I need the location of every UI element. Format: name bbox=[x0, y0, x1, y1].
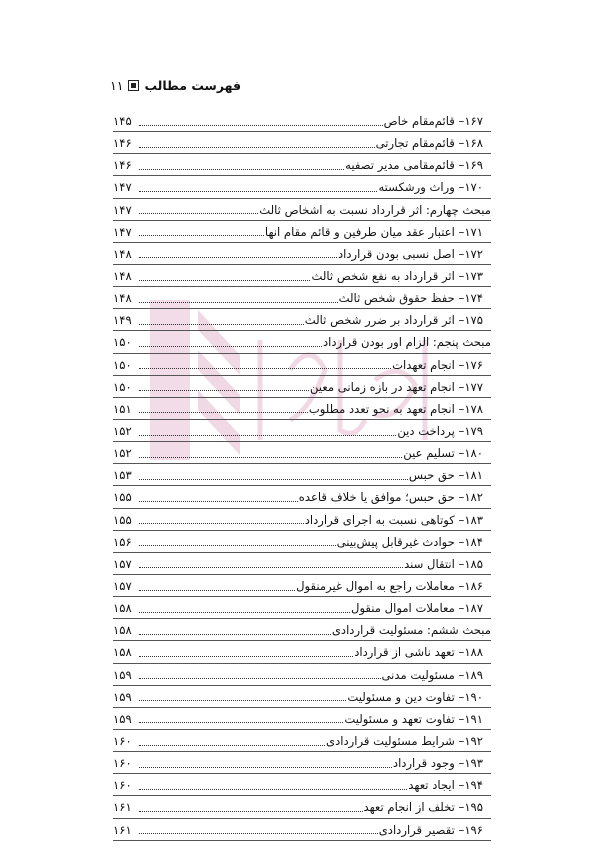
dot-leader bbox=[139, 324, 304, 325]
toc-entry[interactable] bbox=[113, 265, 491, 287]
toc-entry-title: ۱۹۲– شرایط مسئولیت قراردادی bbox=[326, 734, 483, 748]
dot-leader bbox=[139, 678, 381, 679]
dot-leader bbox=[139, 634, 331, 635]
toc-entry-page: ۱۵۸ bbox=[113, 601, 132, 616]
toc-entry-page: ۱۵۰ bbox=[113, 335, 132, 350]
dot-leader bbox=[139, 213, 258, 214]
toc-entry-title: ۱۷۹– پرداخت دین bbox=[397, 424, 483, 439]
toc-entry[interactable] bbox=[113, 641, 491, 663]
toc-entry-page: ۱۶۱ bbox=[113, 800, 132, 815]
toc-entry[interactable] bbox=[113, 376, 491, 398]
toc-entry-page: ۱۴۹ bbox=[113, 313, 132, 328]
toc-entry-page: ۱۴۸ bbox=[113, 246, 132, 261]
dot-leader bbox=[139, 191, 377, 192]
dot-leader bbox=[139, 257, 337, 258]
dot-leader bbox=[139, 479, 408, 480]
square-ornament-icon bbox=[128, 80, 139, 91]
toc-entry-page: ۱۵۵ bbox=[113, 490, 132, 505]
toc-entry[interactable] bbox=[113, 154, 491, 176]
toc-entry[interactable] bbox=[113, 221, 491, 243]
toc-entry-title: ۱۸۶– معاملات راجع به اموال غیرمنقول bbox=[296, 579, 483, 594]
dot-leader bbox=[139, 590, 295, 591]
toc-section-heading[interactable] bbox=[113, 619, 491, 641]
toc-entry-page: ۱۵۸ bbox=[113, 623, 132, 638]
dot-leader bbox=[139, 545, 336, 546]
toc-entry[interactable] bbox=[113, 287, 491, 309]
toc-entry-page: ۱۵۲ bbox=[113, 424, 132, 439]
toc-entry[interactable] bbox=[113, 531, 491, 553]
toc-entry-title: ۱۹۴– ایجاد تعهد bbox=[408, 778, 483, 793]
toc-entry[interactable] bbox=[113, 509, 491, 531]
toc-entry-page: ۱۵۵ bbox=[113, 512, 132, 527]
toc-entry-page: ۱۶۰ bbox=[113, 756, 132, 771]
toc-entry-page: ۱۴۸ bbox=[113, 291, 132, 306]
dot-leader bbox=[139, 811, 363, 812]
toc-entry-title: ۱۸۰– تسلیم عین bbox=[403, 446, 483, 461]
toc-entry[interactable] bbox=[113, 664, 491, 686]
toc-entry-title: ۱۷۰– وراث ورشکسته bbox=[378, 180, 483, 195]
toc-entry-page: ۱۴۶ bbox=[113, 136, 132, 151]
toc-entry-title: ۱۸۸– تعهد ناشی از قرارداد bbox=[354, 645, 483, 660]
toc-entry[interactable] bbox=[113, 132, 491, 154]
toc-entry-page: ۱۵۲ bbox=[113, 446, 132, 461]
toc-entry-page: ۱۵۷ bbox=[113, 579, 132, 594]
toc-entry-page: ۱۴۵ bbox=[113, 114, 132, 129]
toc-entry[interactable] bbox=[113, 774, 491, 796]
toc-entry[interactable] bbox=[113, 796, 491, 818]
toc-entry-title: ۱۹۰– تفاوت دین و مسئولیت bbox=[347, 689, 483, 704]
toc-entry-page: ۱۵۹ bbox=[113, 667, 132, 682]
toc-entry-title: ۱۷۸– انجام تعهد به نحو تعدد مطلوب bbox=[308, 401, 483, 416]
toc-entry[interactable] bbox=[113, 243, 491, 265]
header-page-number: ۱۱ bbox=[110, 78, 124, 93]
toc-entry-page: ۱۵۳ bbox=[113, 468, 132, 483]
toc-entry[interactable] bbox=[113, 398, 491, 420]
toc-entry[interactable] bbox=[113, 442, 491, 464]
toc-entry[interactable] bbox=[113, 708, 491, 730]
dot-leader bbox=[139, 412, 308, 413]
dot-leader bbox=[139, 302, 338, 303]
toc-entry-page: ۱۵۹ bbox=[113, 711, 132, 726]
toc-entry[interactable] bbox=[113, 309, 491, 331]
toc-entry-title: ۱۶۸– قائم‌مقام تجارتی bbox=[375, 136, 483, 151]
toc-entry-page: ۱۵۰ bbox=[113, 357, 132, 372]
toc-entry-title: مبحث پنجم: الزام اور بودن قرارداد bbox=[322, 335, 491, 350]
toc-entry-title: ۱۷۷– انجام تعهد در بازه زمانی معین bbox=[309, 379, 483, 394]
dot-leader bbox=[139, 169, 344, 170]
toc-entry[interactable] bbox=[113, 752, 491, 774]
toc-entry-page: ۱۴۷ bbox=[113, 202, 132, 217]
dot-leader bbox=[139, 235, 264, 236]
toc-entry[interactable] bbox=[113, 176, 491, 198]
toc-entry[interactable] bbox=[113, 819, 491, 841]
toc-entry-title: ۱۹۶– تقصیر قراردادی bbox=[378, 822, 483, 837]
toc-entry-title: ۱۸۳– کوتاهی نسبت به اجرای قرارداد bbox=[304, 512, 483, 527]
dot-leader bbox=[139, 435, 396, 436]
dot-leader bbox=[139, 501, 298, 502]
dot-leader bbox=[139, 700, 346, 701]
dot-leader bbox=[139, 656, 353, 657]
toc-entry-page: ۱۵۹ bbox=[113, 689, 132, 704]
toc-entry[interactable] bbox=[113, 486, 491, 508]
toc-entry-page: ۱۵۰ bbox=[113, 379, 132, 394]
header-title: فهرست مطالب bbox=[144, 78, 242, 93]
toc-entry-title: مبحث ششم: مسئولیت قراردادی bbox=[331, 623, 491, 638]
toc-entry[interactable] bbox=[113, 730, 491, 752]
toc-entry-title: ۱۷۴– حفظ حقوق شخص ثالث bbox=[338, 291, 483, 306]
toc-entry[interactable] bbox=[113, 575, 491, 597]
dot-leader bbox=[139, 523, 304, 524]
toc-entry-page: ۱۶۱ bbox=[113, 822, 132, 837]
toc-entry-title: ۱۷۲– اصل نسبی بودن قرارداد bbox=[337, 246, 483, 261]
toc-entry-title: ۱۹۵– تخلف از انجام تعهد bbox=[363, 800, 483, 815]
toc-entry-title: ۱۷۵– اثر قرارداد بر ضرر شخص ثالث bbox=[304, 313, 483, 328]
toc-entry-title: ۱۶۹– قائم‌مقامی مدیر تصفیه bbox=[345, 158, 483, 173]
toc-entry[interactable] bbox=[113, 110, 491, 132]
toc-entry-title: مبحث چهارم: اثر قرارداد نسبت به اشخاص ثالث bbox=[259, 202, 491, 217]
toc-entry-title: ۱۷۱– اعتبار عقد میان طرفین و قائم مقام انها bbox=[264, 224, 483, 239]
dot-leader bbox=[139, 745, 325, 746]
toc-entry-title: ۱۸۱– حق حبس bbox=[408, 468, 483, 483]
toc-entry-title: ۱۸۲– حق حبس؛ موافق یا خلاف قاعده bbox=[298, 490, 483, 505]
dot-leader bbox=[139, 390, 309, 391]
toc-entry[interactable] bbox=[113, 597, 491, 619]
running-header bbox=[110, 78, 241, 93]
toc-section-heading[interactable] bbox=[113, 331, 491, 353]
dot-leader bbox=[139, 612, 350, 613]
toc-entry-page: ۱۴۸ bbox=[113, 269, 132, 284]
dot-leader bbox=[139, 789, 407, 790]
toc-entry-page: ۱۴۶ bbox=[113, 158, 132, 173]
dot-leader bbox=[139, 147, 375, 148]
toc-entry-page: ۱۴۷ bbox=[113, 224, 132, 239]
toc-entry-title: ۱۸۴– حوادث غیرقابل پیش‌بینی bbox=[336, 534, 483, 549]
toc-entry[interactable] bbox=[113, 553, 491, 575]
toc-entry-page: ۱۴۷ bbox=[113, 180, 132, 195]
toc-entry-title: ۱۸۹– مسئولیت مدنی bbox=[381, 667, 483, 682]
dot-leader bbox=[139, 280, 310, 281]
toc-entry-title: ۱۹۳– وجود قرارداد bbox=[392, 756, 483, 771]
toc-entry-page: ۱۵۶ bbox=[113, 534, 132, 549]
dot-leader bbox=[139, 567, 403, 568]
toc-entry-page: ۱۵۸ bbox=[113, 645, 132, 660]
toc-entry-page: ۱۵۷ bbox=[113, 556, 132, 571]
toc-entry[interactable] bbox=[113, 464, 491, 486]
toc-entry-title: ۱۷۶– انجام تعهدات bbox=[392, 357, 483, 372]
toc-entry[interactable] bbox=[113, 420, 491, 442]
toc-entry-title: ۱۹۱– تفاوت تعهد و مسئولیت bbox=[344, 711, 483, 726]
toc-entry-title: ۱۸۷– معاملات اموال منقول bbox=[351, 601, 483, 616]
table-of-contents bbox=[113, 110, 491, 841]
dot-leader bbox=[139, 346, 322, 347]
toc-entry-title: ۱۸۵– انتقال سند bbox=[404, 556, 483, 571]
toc-entry-title: ۱۷۳– اثر قرارداد به نفع شخص ثالث bbox=[311, 269, 483, 284]
dot-leader bbox=[139, 722, 343, 723]
dot-leader bbox=[139, 457, 402, 458]
dot-leader bbox=[139, 767, 392, 768]
toc-entry[interactable] bbox=[113, 686, 491, 708]
toc-entry-page: ۱۶۰ bbox=[113, 734, 132, 748]
toc-section-heading[interactable] bbox=[113, 199, 491, 221]
toc-entry-page: ۱۶۰ bbox=[113, 778, 132, 793]
toc-entry-title: ۱۶۷– قائم‌مقام خاص bbox=[383, 114, 483, 129]
toc-entry[interactable] bbox=[113, 354, 491, 376]
dot-leader bbox=[139, 125, 383, 126]
dot-leader bbox=[139, 368, 391, 369]
toc-entry-page: ۱۵۱ bbox=[113, 401, 132, 416]
dot-leader bbox=[139, 833, 378, 834]
